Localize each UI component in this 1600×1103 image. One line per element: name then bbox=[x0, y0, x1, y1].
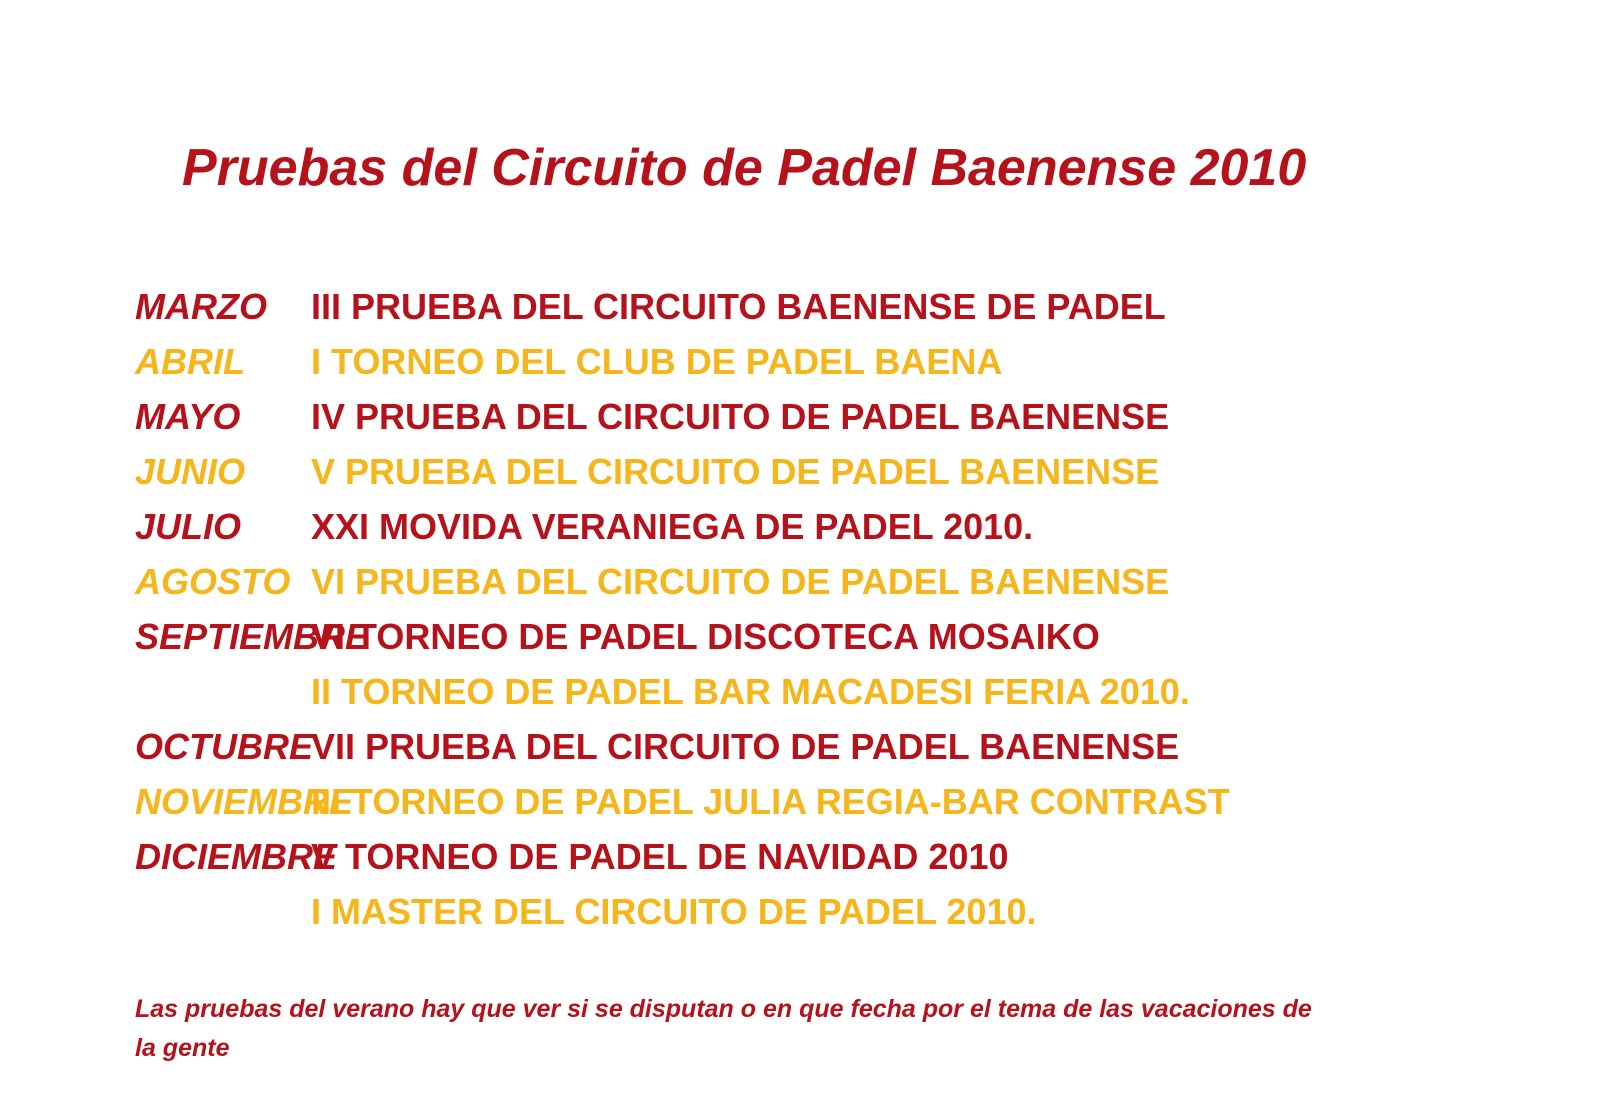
event-label: VII PRUEBA DEL CIRCUITO DE PADEL BAENENSE bbox=[311, 726, 1180, 767]
page-title: Pruebas del Circuito de Padel Baenense 2010 bbox=[182, 139, 1307, 197]
schedule-row bbox=[135, 671, 1435, 726]
schedule-row bbox=[135, 616, 1435, 671]
event-label: V TORNEO DE PADEL DE NAVIDAD 2010 bbox=[311, 836, 1009, 877]
schedule-row bbox=[135, 891, 1435, 946]
event-label: VI TORNEO DE PADEL DISCOTECA MOSAIKO bbox=[311, 616, 1100, 657]
schedule-row bbox=[135, 561, 1435, 616]
event-label: XXI MOVIDA VERANIEGA DE PADEL 2010. bbox=[311, 506, 1034, 547]
month-label: SEPTIEMBRE bbox=[135, 616, 370, 657]
event-label: V PRUEBA DEL CIRCUITO DE PADEL BAENENSE bbox=[311, 451, 1160, 492]
schedule-row bbox=[135, 451, 1435, 506]
schedule-row bbox=[135, 506, 1435, 561]
schedule-row bbox=[135, 781, 1435, 836]
event-label: I TORNEO DEL CLUB DE PADEL BAENA bbox=[311, 341, 1003, 382]
schedule-row bbox=[135, 286, 1435, 341]
schedule-row bbox=[135, 341, 1435, 396]
month-label: DICIEMBRE bbox=[135, 836, 338, 877]
schedule-row bbox=[135, 726, 1435, 781]
event-label: III TORNEO DE PADEL JULIA REGIA-BAR CONTRAST bbox=[311, 781, 1230, 822]
event-label: III PRUEBA DEL CIRCUITO BAENENSE DE PADEL bbox=[311, 286, 1166, 327]
event-label: IV PRUEBA DEL CIRCUITO DE PADEL BAENENSE bbox=[311, 396, 1170, 437]
month-label: MAYO bbox=[135, 396, 241, 437]
month-label: OCTUBRE bbox=[135, 726, 313, 767]
month-label: ABRIL bbox=[135, 341, 245, 382]
schedule-list bbox=[135, 286, 1435, 946]
month-label: AGOSTO bbox=[135, 561, 291, 602]
month-label: MARZO bbox=[135, 286, 267, 327]
event-label: II TORNEO DE PADEL BAR MACADESI FERIA 2010. bbox=[311, 671, 1190, 712]
month-label: JUNIO bbox=[135, 451, 246, 492]
month-label: NOVIEMBRE bbox=[135, 781, 354, 822]
event-label: I MASTER DEL CIRCUITO DE PADEL 2010. bbox=[311, 891, 1037, 932]
footnote: Las pruebas del verano hay que ver si se disputan o en que fecha por el tema de las vacaciones de la gente bbox=[135, 995, 1312, 1062]
schedule-row bbox=[135, 396, 1435, 451]
month-label: JULIO bbox=[135, 506, 242, 547]
event-label: VI PRUEBA DEL CIRCUITO DE PADEL BAENENSE bbox=[311, 561, 1170, 602]
schedule-row bbox=[135, 836, 1435, 891]
